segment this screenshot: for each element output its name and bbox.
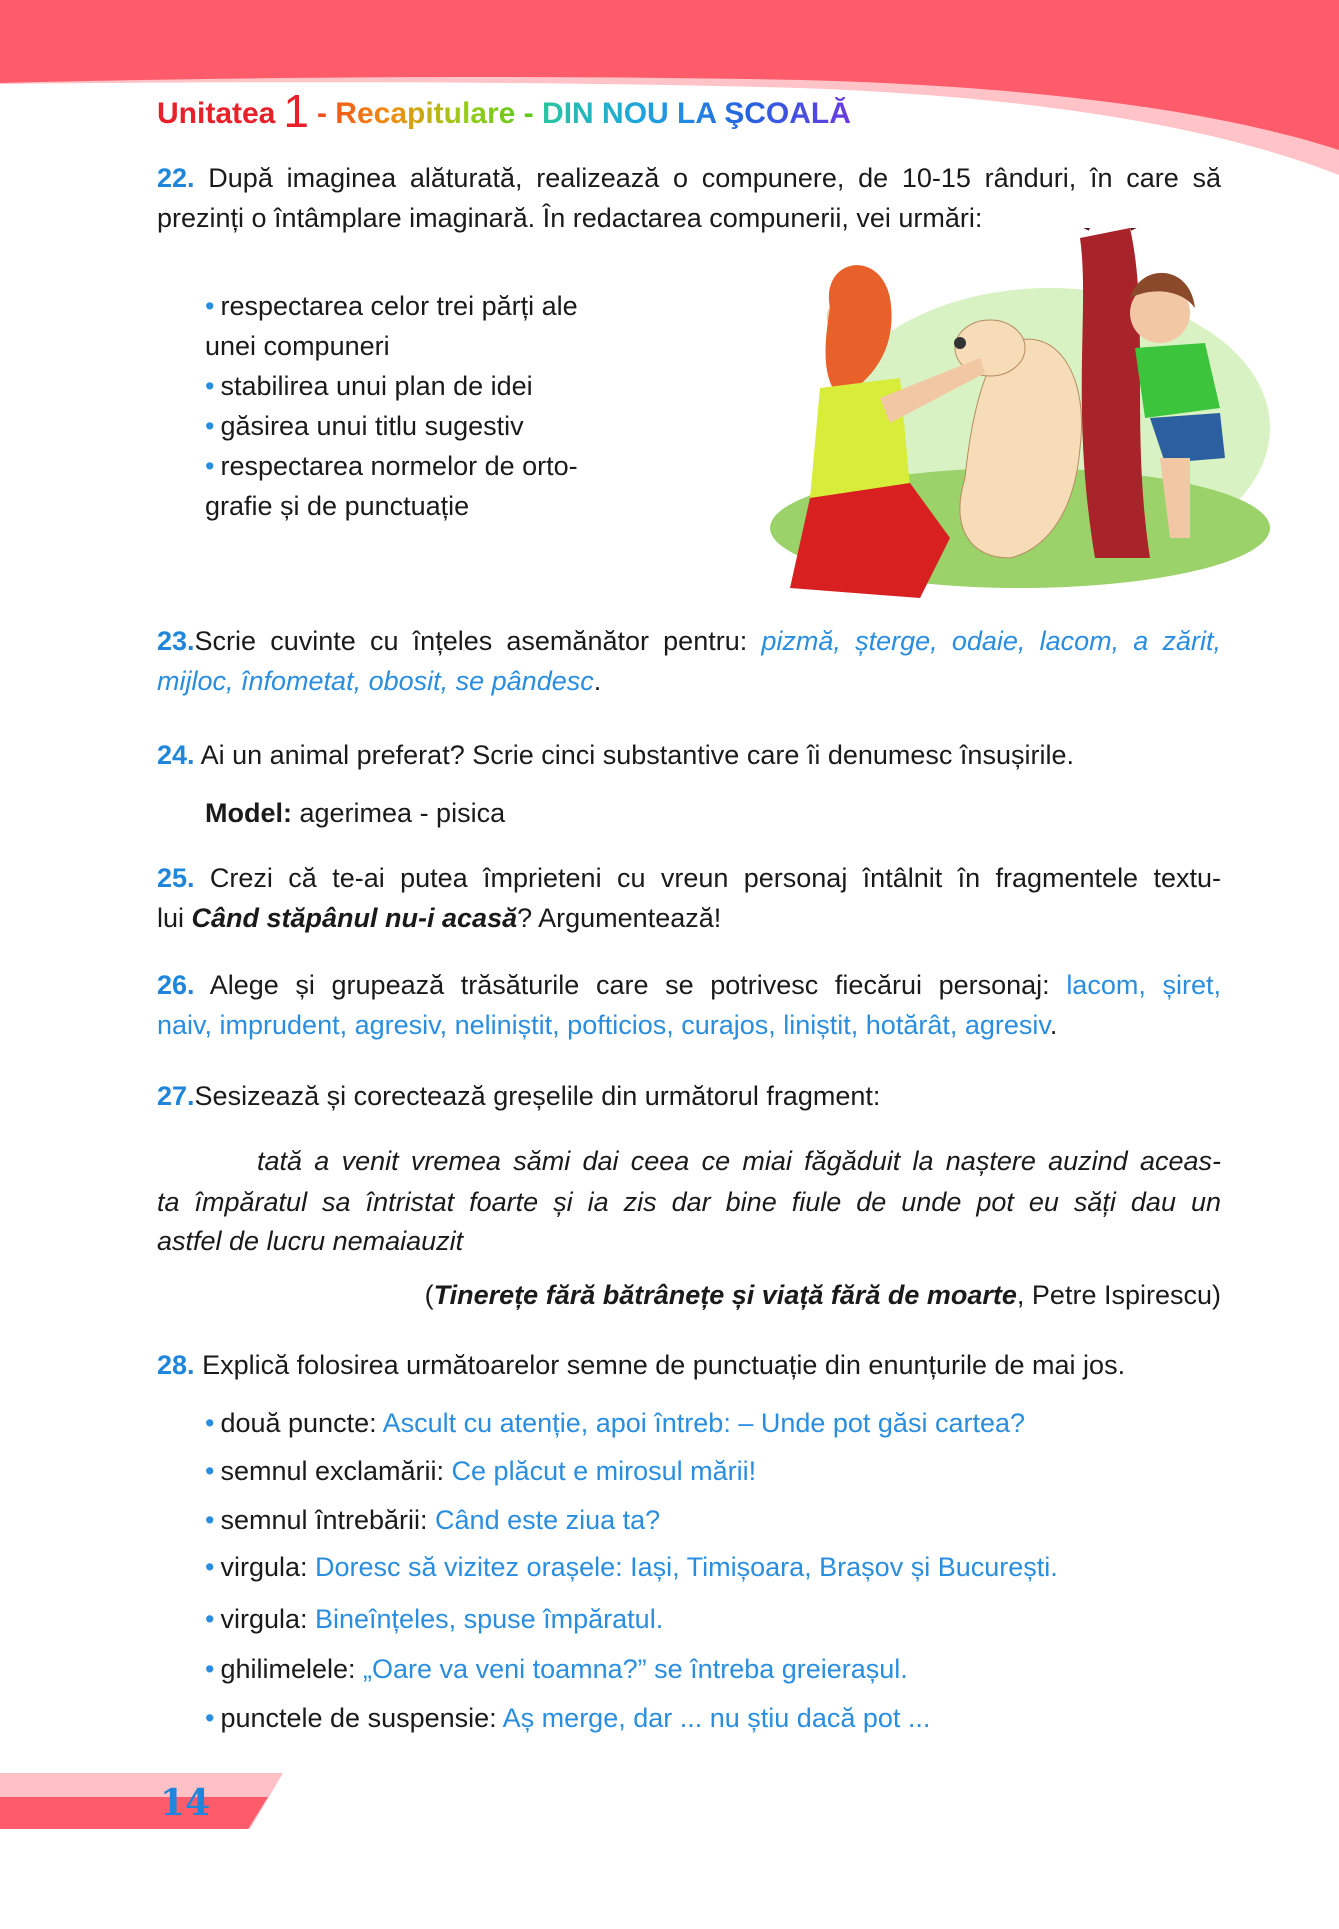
ex23-line1: 23.Scrie cuvinte cu înțeles asemănător pentru: pizmă, șterge, odaie, lacom, a zărit,: [157, 626, 1221, 656]
section-label: - Recapitulare -: [316, 97, 534, 130]
ex25-line2: lui Când stăpânul nu-i acasă? Argumentează!: [157, 903, 722, 933]
fragment-source: (Tinerețe fără bătrânețe și viață fără de moarte, Petre Ispirescu): [424, 1280, 1221, 1310]
ex22-bullet: • stabilirea unui plan de idei: [205, 371, 533, 401]
ex23-line2: mijloc, înfometat, obosit, se pândesc.: [157, 666, 602, 696]
ex22-bullet: • respectarea celor trei părți ale: [205, 291, 578, 321]
unit-word: Unitatea: [157, 97, 276, 130]
ex28-item: • virgula: Doresc să vizitez orașele: Iași, Timișoara, Brașov și București.: [205, 1552, 1058, 1582]
fragment-line: ta împăratul sa întristat foarte și ia zis dar bine fiule de unde pot eu săți dau un: [157, 1187, 1221, 1217]
illustration-children-with-dog: [750, 228, 1270, 608]
ex22-bullet-cont: grafie și de punctuație: [205, 491, 470, 521]
ex28-item: • punctele de suspensie: Aș merge, dar ... nu știu dacă pot ...: [205, 1703, 931, 1733]
ex25-line1: 25. Crezi că te-ai putea împrieteni cu vreun personaj întâlnit în fragmentele textu-: [157, 863, 1221, 893]
ex28-item: • semnul exclamării: Ce plăcut e mirosul mării!: [205, 1456, 757, 1486]
unit-name: DIN NOU LA ŞCOALĂ: [542, 97, 851, 130]
ex27-line: 27.Sesizează și corectează greșelile din următorul fragment:: [157, 1081, 881, 1111]
ex22-bullet: • respectarea normelor de orto-: [205, 451, 578, 481]
unit-title: [157, 84, 851, 138]
ex28-item: • semnul întrebării: Când este ziua ta?: [205, 1505, 661, 1535]
ex28-line: 28. Explică folosirea următoarelor semne de punctuație din enunțurile de mai jos.: [157, 1350, 1126, 1380]
ex22-bullet: • găsirea unui titlu sugestiv: [205, 411, 524, 441]
ex28-item: • două puncte: Ascult cu atenție, apoi întreb: – Unde pot găsi cartea?: [205, 1408, 1026, 1438]
ex24-line: 24. Ai un animal preferat? Scrie cinci substantive care îi denumesc însușirile.: [157, 740, 1074, 770]
ex26-line1: 26. Alege și grupează trăsăturile care se potrivesc fiecărui personaj: lacom, șiret,: [157, 970, 1221, 1000]
fragment-line: astfel de lucru nemaiauzit: [157, 1226, 464, 1256]
ex24-model: Model: agerimea - pisica: [205, 798, 506, 828]
ex26-line2: naiv, imprudent, agresiv, neliniștit, pofticios, curajos, liniștit, hotărât, agresiv.: [157, 1010, 1058, 1040]
unit-number: 1: [283, 85, 309, 137]
ex22-bullet-cont: unei compuneri: [205, 331, 390, 361]
footer-band: [0, 1773, 290, 1829]
ex22-line1: 22. După imaginea alăturată, realizează o compunere, de 10-15 rânduri, în care să: [157, 163, 1221, 193]
ex22-line2: prezinți o întâmplare imaginară. În redactarea compunerii, vei urmări:: [157, 203, 983, 233]
ex28-item: • virgula: Bineînțeles, spuse împăratul.: [205, 1604, 664, 1634]
fragment-line: tată a venit vremea sămi dai ceea ce miai făgăduit la naștere auzind aceas-: [257, 1146, 1221, 1176]
ex28-item: • ghilimelele: „Oare va veni toamna?” se întreba greierașul.: [205, 1654, 908, 1684]
page-number: 14: [160, 1782, 211, 1824]
